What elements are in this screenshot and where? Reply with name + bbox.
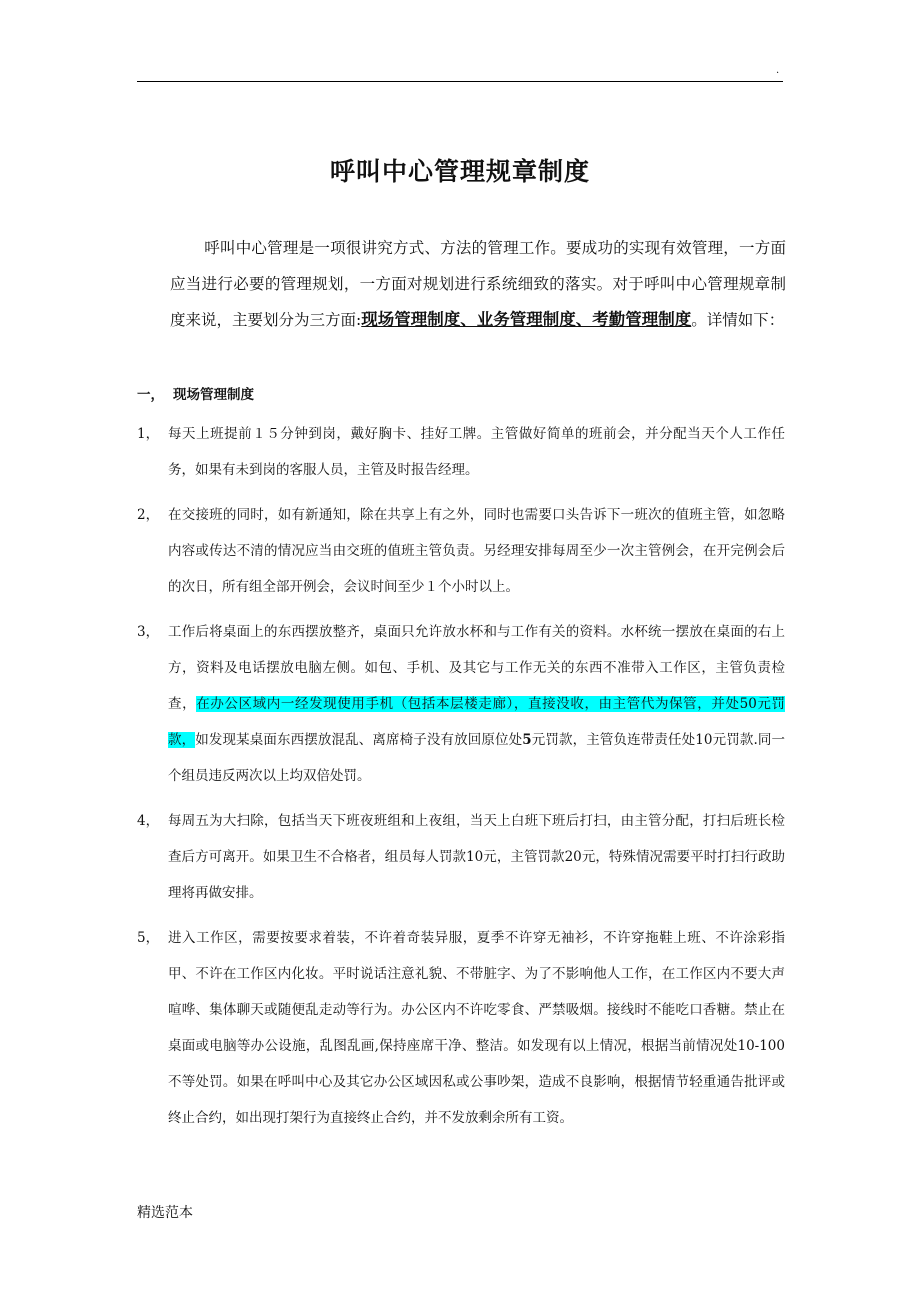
highlighted-text: 在办公区域内一经发现使用手机（包括本层楼走廊），直接没收，由主管代为保管，并处50元罚款，	[168, 696, 785, 748]
header-rule	[137, 81, 783, 82]
item-number: 4，	[137, 813, 160, 829]
intro-text-after: 。详情如下：	[691, 311, 785, 329]
list-item	[137, 803, 785, 911]
intro-colon: :	[356, 311, 362, 329]
footer-label: 精选范本	[137, 1205, 193, 1221]
item-number: 3，	[137, 624, 160, 640]
item-text	[168, 614, 785, 794]
item-number: 5，	[137, 930, 160, 946]
page-title: 呼叫中心管理规章制度	[329, 157, 590, 186]
section-title: 现场管理制度	[173, 387, 254, 403]
item-text: 进入工作区，需要按要求着装，不许着奇装异服，夏季不许穿无袖衫，不许穿拖鞋上班、不许涂彩指甲、不许在工作区内化妆。平时说话注意礼貌、不带脏字、为了不影响他人工作，在工作区内不要大声喧哗、集体聊天或随便乱走动等行为。办公区内不许吃零食、严禁吸烟。接线时不能吃口香糖。禁止在桌面或电脑等办公设施，乱图乱画,保持座席干净、整洁。如发现有以上情况，根据当前情况处10-100不等处罚。如果在呼叫中心及其它办公区域因私或公事吵架，造成不良影响，根据情节轻重通告批评或终止合约，如出现打架行为直接终止合约，并不发放剩余所有工资。	[168, 930, 785, 1126]
item-text-part: 工作后将桌面上的东西摆放整齐，桌面只允许放水杯和与工作有关的资料。水杯统一摆放在桌面的右上方，资料及电话摆放电脑左侧。如包、手机、及其它与工作无关的东西不准带入工作区，主管负责检查，	[168, 624, 785, 712]
list-item	[137, 497, 785, 605]
list-item	[137, 416, 785, 488]
list-item	[137, 614, 785, 794]
item-number: 1，	[137, 426, 160, 442]
intro-paragraph	[170, 230, 786, 338]
rule-list	[137, 416, 785, 1145]
item-text: 在交接班的同时，如有新通知，除在共享上有之外，同时也需要口头告诉下一班次的值班主管，如忽略内容或传达不清的情况应当由交班的值班主管负责。另经理安排每周至少一次主管例会，在开完例会后的次日，所有组全部开例会，会议时间至少１个小时以上。	[168, 507, 785, 595]
intro-text-before: 呼叫中心管理是一项很讲究方式、方法的管理工作。要成功的实现有效管理，一方面应当进行必要的管理规划，一方面对规划进行系统细致的落实。对于呼叫中心管理规章制度来说，主要划分为三方面	[170, 239, 786, 329]
bold-number: 5	[522, 732, 532, 748]
header-mark: .	[776, 65, 780, 76]
item-text: 每天上班提前１５分钟到岗，戴好胸卡、挂好工牌。主管做好简单的班前会，并分配当天个人工作任务，如果有未到岗的客服人员，主管及时报告经理。	[168, 426, 785, 478]
section-heading	[137, 383, 254, 407]
item-text-part: 如发现某桌面东西摆放混乱、离席椅子没有放回原位处	[195, 732, 523, 748]
item-text-part: 元罚款，主管负连带责任处10元罚款.同一个组员违反两次以上均双倍处罚。	[168, 732, 785, 784]
intro-key-categories: 现场管理制度、业务管理制度、考勤管理制度	[361, 310, 692, 329]
item-text: 每周五为大扫除，包括当天下班夜班组和上夜组，当天上白班下班后打扫，由主管分配，打扫后班长检查后方可离开。如果卫生不合格者，组员每人罚款10元，主管罚款20元，特殊情况需要平时打扫行政助理将再做安排。	[168, 813, 785, 901]
section-number: 一，	[137, 387, 164, 403]
list-item	[137, 920, 785, 1136]
item-number: 2，	[137, 507, 160, 523]
